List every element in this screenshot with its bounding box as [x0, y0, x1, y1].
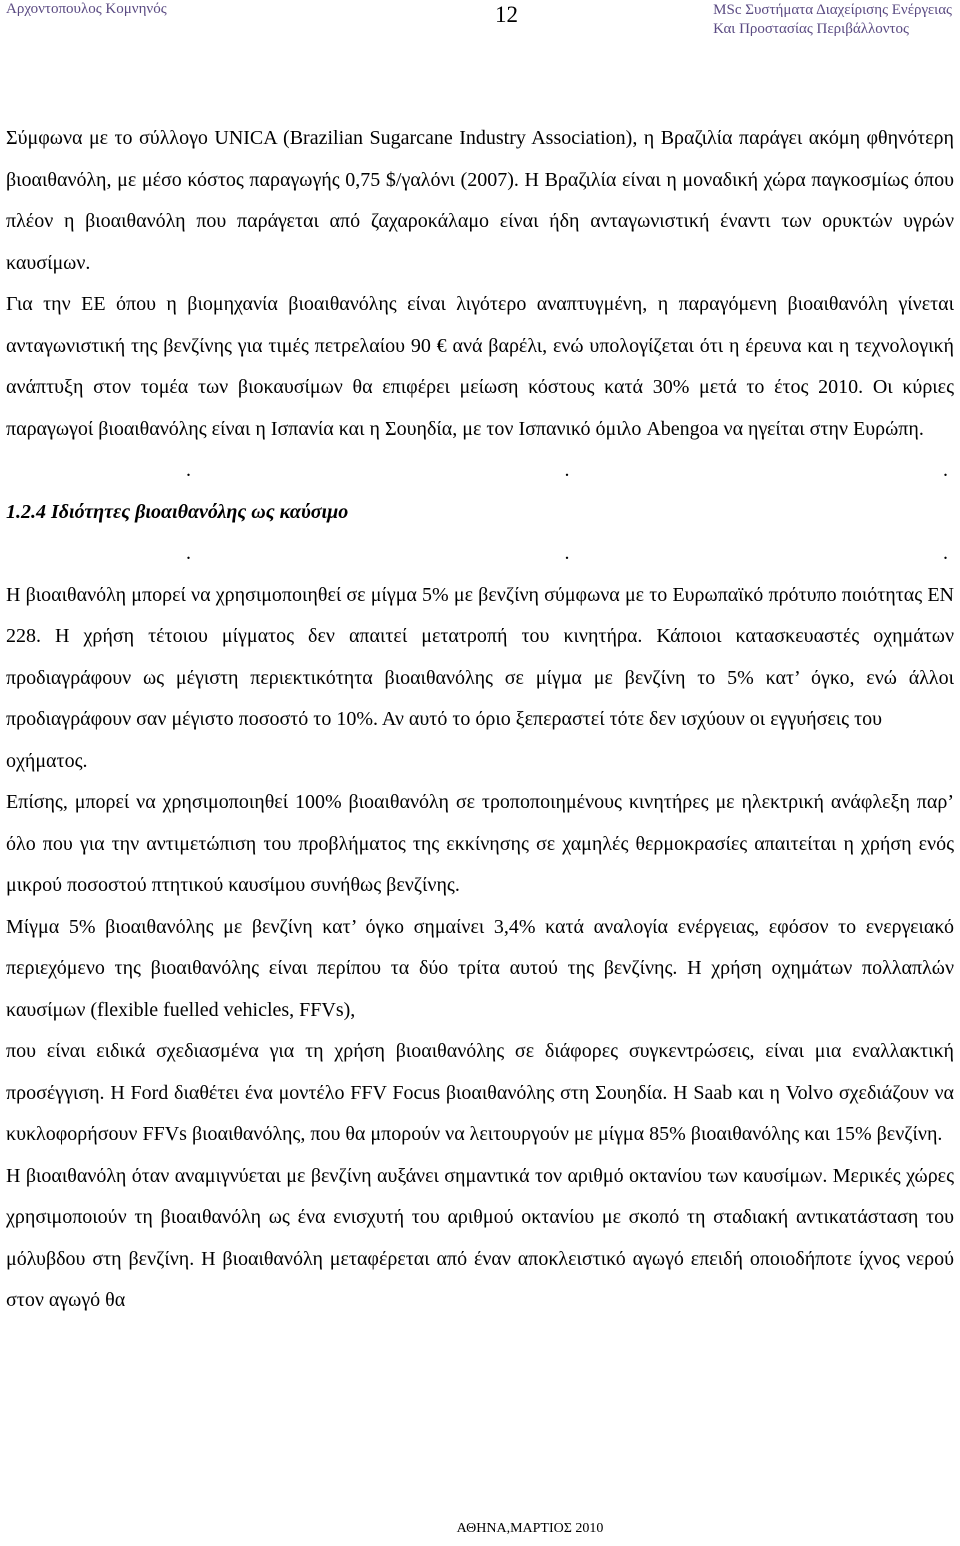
header-program-line2: Και Προστασίας Περιβάλλοντος — [713, 21, 909, 37]
separator-dots — [6, 533, 954, 575]
header-program — [713, 1, 952, 39]
paragraph-eu: Για την ΕΕ όπου η βιομηχανία βιοαιθανόλης είναι λιγότερο αναπτυγμένη, η παραγόμενη βιοαιθανόλη γίνεται ανταγωνιστική της βενζίνης για τιμές πετρελαίου 90 € ανά βαρέλι, ενώ υπολογίζεται ότι η έρευνα και η τεχνολογική ανάπτυξη στον τομέα των βιοκαυσίμων θα επιφέρει μείωση κόστους κατά 30% μετά το έτος 2010. Οι κύριες παραγωγοί βιοαιθανόλης είναι η Ισπανία και η Σουηδία, με τον Ισπανικό όμιλο Abengoa να ηγείται στην Ευρώπη. — [6, 293, 954, 440]
separator-dot: . — [943, 542, 948, 564]
paragraph-pure-ethanol: Επίσης, μπορεί να χρησιμοποιηθεί 100% βιοαιθανόλη σε τροποποιημένους κινητήρες με ηλεκτρική ανάφλεξη παρ’ όλο που για την αντιμετώπιση του προβλήματος της εκκίνησης σε χαμηλές θερμοκρασίες απαιτείται η χρήση ενός μικρού ποσοστού πτητικού καυσίμου συνήθως βενζίνης. — [6, 791, 954, 896]
separator-dot: . — [943, 459, 948, 481]
separator-dot: . — [186, 459, 191, 481]
header-author: Αρχοντοπουλος Κομνηνός — [6, 1, 167, 17]
paragraph-energy-ratio: Μίγμα 5% βιοαιθανόλης με βενζίνη κατ’ όγκο σημαίνει 3,4% κατά αναλογία ενέργειας, εφόσον το ενεργειακό περιεχόμενο της βιοαιθανόλης είναι περίπου τα δύο τρίτα αυτού της βενζίνης. Η χρήση οχημάτων πολλαπλών καυσίμων (flexible fuelled vehicles, FFVs), — [6, 915, 954, 1021]
footer-text: ΑΘΗΝΑ,ΜΑΡΤΙΟΣ 2010 — [456, 1521, 604, 1536]
separator-dot: . — [564, 459, 570, 481]
paragraph-ffv: που είναι ειδικά σχεδιασμένα για τη χρήση βιοαιθανόλης σε διάφορες συγκεντρώσεις, είναι μια εναλλακτική προσέγγιση. Η Ford διαθέτει ένα μοντέλο FFV Focus βιοαιθανόλης στη Σουηδία. Η Saab και η Volvo σχεδιάζουν να κυκλοφορήσουν FFVs βιοαιθανόλης, που θα μπορούν να λειτουργούν με μίγμα 85% βιοαιθανόλης και 15% βενζίνη. — [6, 1040, 954, 1145]
page-footer — [0, 1521, 960, 1537]
section-heading: 1.2.4 Ιδιότητες βιοαιθανόλης ως καύσιμο — [6, 500, 349, 523]
separator-dot: . — [564, 542, 570, 564]
page-header — [0, 0, 960, 44]
separator-dots — [6, 450, 954, 492]
page-number: 12 — [495, 2, 518, 27]
paragraph-unica: Σύμφωνα με το σύλλογο UNICA (Brazilian Sugarcane Industry Association), η Βραζιλία παράγει ακόμη φθηνότερη βιοαιθανόλη, με μέσο κόστος παραγωγής 0,75 $/γαλόνι (2007). Η Βραζιλία είναι η μοναδική χώρα παγκοσμίως όπου πλέον η βιοαιθανόλη που παράγεται από ζαχαροκάλαμο είναι ήδη ανταγωνιστική έναντι των ορυκτών υγρών καυσίμων. — [6, 127, 954, 274]
paragraph-blend: Η βιοαιθανόλη μπορεί να χρησιμοποιηθεί σε μίγμα 5% με βενζίνη σύμφωνα με το Ευρωπαϊκό πρότυπο ποιότητας EN 228. Η χρήση τέτοιου μίγματος δεν απαιτεί μετατροπή του κινητήρα. Κάποιοι κατασκευαστές οχημάτων προδιαγράφουν ως μέγιστη περιεκτικότητα βιοαιθανόλης σε μίγμα με βενζίνη το 5% κατ’ όγκο, ενώ άλλοι προδιαγράφουν σαν μέγιστο ποσοστό το 10%. Αν αυτό το όριο ξεπεραστεί τότε δεν ισχύουν οι εγγυήσεις του — [6, 583, 954, 730]
document-body — [6, 118, 954, 1322]
separator-dot: . — [186, 542, 191, 564]
paragraph-octane: Η βιοαιθανόλη όταν αναμιγνύεται με βενζίνη αυξάνει σημαντικά τον αριθμό οκτανίου των καυσίμων. Μερικές χώρες χρησιμοποιούν τη βιοαιθανόλη ως ένα ενισχυτή του αριθμού οκτανίου με σκοπό τη σταδιακή αντικατάσταση του μόλυβδου στη βενζίνη. Η βιοαιθανόλη μεταφέρεται από έναν αποκλειστικό αγωγό επειδή οποιοδήποτε ίχνος νερού στον αγωγό θα — [6, 1164, 954, 1311]
header-program-line1: MSc Συστήματα Διαχείρισης Ενέργειας — [713, 2, 952, 18]
paragraph-blend-end: οχήματος. — [6, 749, 88, 772]
